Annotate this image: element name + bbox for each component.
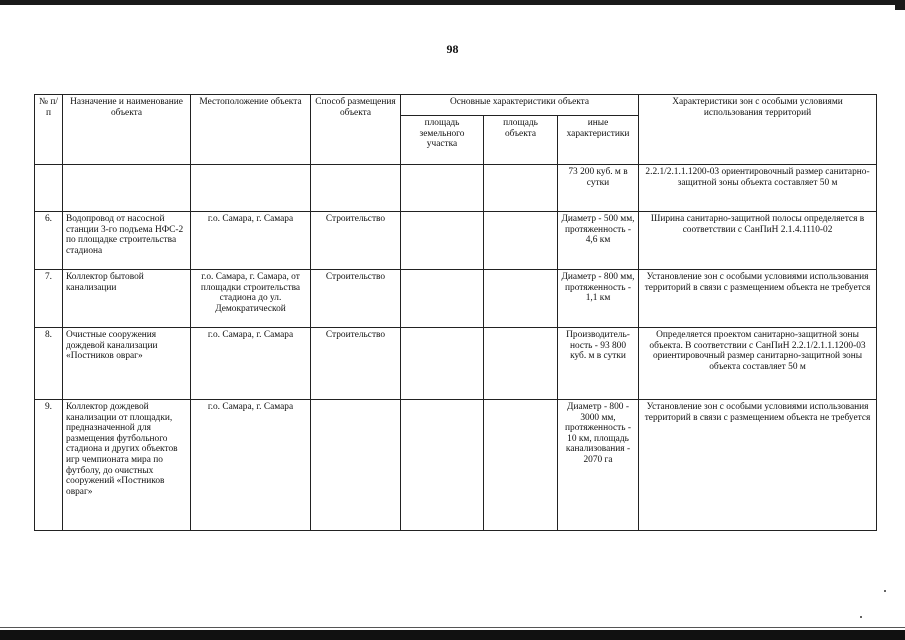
row-name [63, 165, 191, 212]
table-row [35, 165, 877, 212]
header-object-area: площадь объекта [484, 116, 558, 165]
row-num: 7. [35, 270, 63, 328]
row-object-area [484, 212, 558, 270]
scan-top-edge [0, 0, 905, 5]
row-object-area [484, 400, 558, 531]
row-method: Строительство [311, 212, 401, 270]
header-land-area: площадь земельного участка [401, 116, 484, 165]
row-land-area [401, 165, 484, 212]
row-other: 73 200 куб. м в сутки [558, 165, 639, 212]
row-method [311, 165, 401, 212]
row-method: Строительство [311, 328, 401, 400]
row-land-area [401, 328, 484, 400]
table-row [35, 270, 877, 328]
row-object-area [484, 165, 558, 212]
row-name: Водопровод от насосной станции 3-го подъема НФС-2 по площадке строительства стадиона [63, 212, 191, 270]
row-other: Диаметр - 800 мм, протяженность - 1,1 км [558, 270, 639, 328]
scan-top-corner [895, 0, 905, 10]
row-name: Очистные сооружения дождевой канализации «Постников овраг» [63, 328, 191, 400]
row-name: Коллектор дождевой канализации от площадки, предназначенной для размещения футбольного стадиона и других объектов игр чемпионата мира по футболу, до очистных сооружений «Постников овраг» [63, 400, 191, 531]
row-land-area [401, 270, 484, 328]
scan-speck [884, 590, 886, 592]
row-num: 6. [35, 212, 63, 270]
row-other: Диаметр - 800 - 3000 мм, протяженность - 10 км, площадь канализования - 2070 га [558, 400, 639, 531]
table-row [35, 400, 877, 531]
scan-bottom-edge [0, 630, 905, 640]
row-object-area [484, 328, 558, 400]
row-land-area [401, 400, 484, 531]
row-location: г.о. Самара, г. Самара [191, 400, 311, 531]
header-row-1 [35, 95, 877, 116]
row-name: Коллектор бытовой канализации [63, 270, 191, 328]
row-zones: Установление зон с особыми условиями использования территорий в связи с размещением объекта не требуется [639, 270, 877, 328]
header-method: Способ размещения объекта [311, 95, 401, 165]
row-zones: Установление зон с особыми условиями использования территорий в связи с размещением объекта не требуется [639, 400, 877, 531]
row-zones: 2.2.1/2.1.1.1200-03 ориентировочный размер санитарно-защитной зоны объекта составляет 50 м [639, 165, 877, 212]
row-num: 8. [35, 328, 63, 400]
header-main-characteristics: Основные характеристики объекта [401, 95, 639, 116]
row-location: г.о. Самара, г. Самара [191, 212, 311, 270]
header-num: № п/п [35, 95, 63, 165]
table-row [35, 328, 877, 400]
row-location [191, 165, 311, 212]
header-location: Местоположение объекта [191, 95, 311, 165]
row-zones: Ширина санитарно-защитной полосы определяется в соответствии с СанПиН 2.1.4.1110-02 [639, 212, 877, 270]
row-num: 9. [35, 400, 63, 531]
header-name: Назначение и наименование объекта [63, 95, 191, 165]
row-zones: Определяется проектом санитарно-защитной зоны объекта. В соответствии с СанПиН 2.2.1/2.1.1.1200-03 ориентировочный размер санитарно-защитной зоны объекта составляет 50 м [639, 328, 877, 400]
row-method: Строительство [311, 270, 401, 328]
row-land-area [401, 212, 484, 270]
scan-bottom-line [0, 627, 905, 628]
table-row [35, 212, 877, 270]
header-zones: Характеристики зон с особыми условиями использования территорий [639, 95, 877, 165]
row-method [311, 400, 401, 531]
objects-table [34, 94, 877, 531]
row-other: Производитель-ность - 93 800 куб. м в сутки [558, 328, 639, 400]
row-other: Диаметр - 500 мм, протяженность - 4,6 км [558, 212, 639, 270]
page-number: 98 [446, 42, 459, 56]
header-other-characteristics: иные характеристики [558, 116, 639, 165]
scan-speck [860, 616, 862, 618]
row-location: г.о. Самара, г. Самара [191, 328, 311, 400]
row-location: г.о. Самара, г. Самара, от площадки строительства стадиона до ул. Демократической [191, 270, 311, 328]
row-num [35, 165, 63, 212]
row-object-area [484, 270, 558, 328]
